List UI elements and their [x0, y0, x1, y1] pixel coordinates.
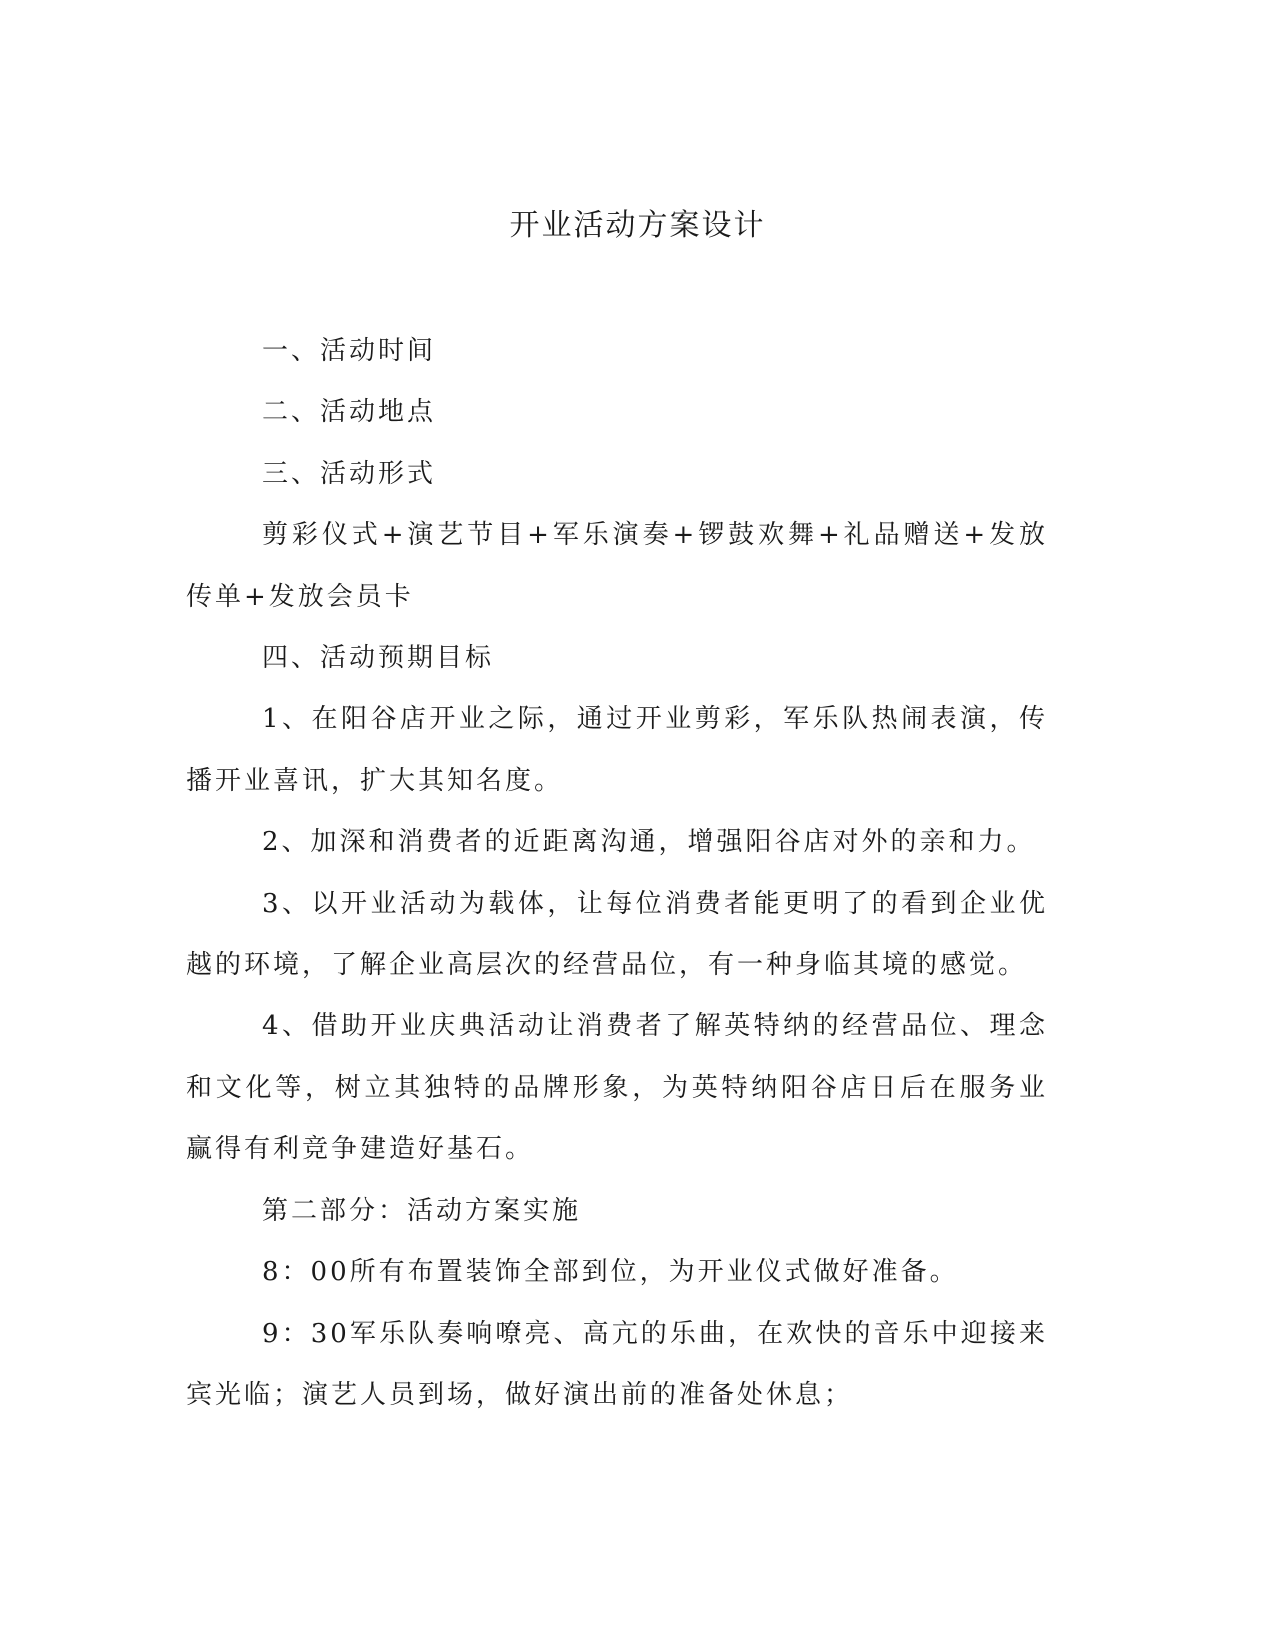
paragraph-goal-1: 1、在阳谷店开业之际，通过开业剪彩，军乐队热闹表演，传播开业喜讯，扩大其知名度。	[186, 704, 1048, 796]
paragraph-goal-4: 4、借助开业庆典活动让消费者了解英特纳的经营品位、理念和文化等，树立其独特的品牌形象，为英特纳阳谷店日后在服务业赢得有利竞争建造好基石。	[186, 1011, 1048, 1165]
section-heading-time: 一、活动时间	[262, 336, 437, 366]
paragraph-schedule-0930: 9：30军乐队奏响嘹亮、高亢的乐曲，在欢快的音乐中迎接来宾光临；演艺人员到场，做好演出前的准备处休息；	[186, 1318, 1048, 1410]
document-body	[186, 321, 1048, 1426]
paragraph-goal-3: 3、以开业活动为载体，让每位消费者能更明了的看到企业优越的环境，了解企业高层次的经营品位，有一种身临其境的感觉。	[186, 888, 1048, 981]
paragraph-goal-2: 2、加深和消费者的近距离沟通，增强阳谷店对外的亲和力。	[262, 827, 1036, 858]
paragraph-format-detail: 剪彩仪式+演艺节目+军乐演奏+锣鼓欢舞+礼品赠送+发放传单+发放会员卡	[186, 520, 1048, 612]
section-heading-location: 二、活动地点	[262, 397, 437, 428]
section-heading-part-two: 第二部分：活动方案实施	[262, 1195, 582, 1226]
document-title: 开业活动方案设计	[509, 208, 766, 243]
section-heading-format: 三、活动形式	[262, 458, 437, 489]
paragraph-schedule-0800: 8：00所有布置装饰全部到位，为开业仪式做好准备。	[262, 1257, 959, 1288]
section-heading-goals: 四、活动预期目标	[262, 643, 495, 674]
